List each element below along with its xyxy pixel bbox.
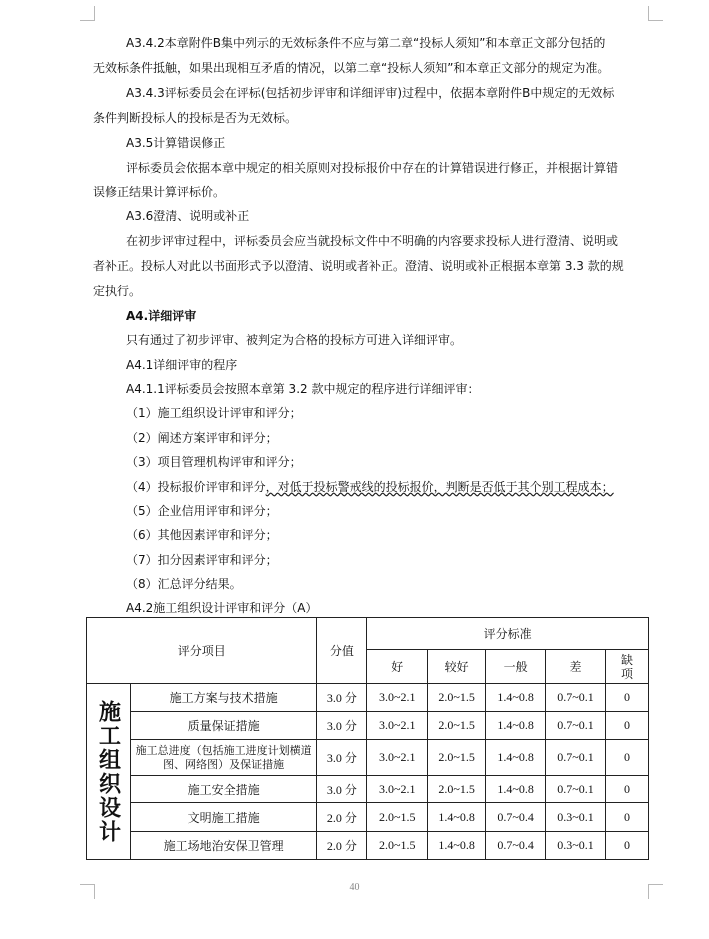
category-cell [87,684,131,860]
header-scoring-item: 评分项目 [87,618,317,684]
row-val-average: 1.4~0.8 [486,776,546,803]
table-row [87,776,649,803]
row-item: 施工方案与技术措施 [130,684,316,712]
list-item-4-text: （4）投标报价评审和评分 [126,480,266,494]
row-val-missing: 0 [605,740,648,776]
grade-missing: 缺项 [605,650,648,684]
list-item-2: （2）阐述方案评审和评分； [126,431,278,445]
row-val-fairly-good: 2.0~1.5 [428,684,486,712]
row-val-poor: 0.3~0.1 [546,803,606,832]
row-item: 文明施工措施 [130,803,316,832]
row-item: 质量保证措施 [130,712,316,740]
list-item-5: （5）企业信用评审和评分； [126,504,278,518]
grade-good: 好 [367,650,428,684]
row-score: 3.0 分 [317,740,367,776]
scoring-table [86,617,649,860]
heading-a41: A4.1详细评审的程序 [126,358,238,372]
heading-a36: A3.6澄清、说明或补正 [126,209,250,223]
crop-mark-top-right [648,6,663,21]
row-val-missing: 0 [605,776,648,803]
heading-a4: A4.详细评审 [126,309,197,323]
row-item: 施工安全措施 [130,776,316,803]
table-row [87,832,649,860]
list-item-4 [126,475,614,500]
paragraph-a343-line2: 条件判断投标人的投标是否为无效标。 [93,111,298,125]
row-score: 2.0 分 [317,803,367,832]
row-score: 3.0 分 [317,684,367,712]
list-item-6: （6）其他因素评审和评分； [126,528,278,542]
heading-a35: A3.5计算错误修正 [126,136,226,150]
paragraph-a343-line1: A3.4.3评标委员会在评标(包括初步评审和详细评审)过程中，依据本章附件B中规定的无效标 [126,86,615,100]
row-val-average: 1.4~0.8 [486,712,546,740]
list-item-8: （8）汇总评分结果。 [126,577,242,591]
row-val-poor: 0.3~0.1 [546,832,606,860]
row-score: 3.0 分 [317,776,367,803]
heading-a42: A4.2施工组织设计评审和评分（A） [126,601,318,615]
header-scoring-standard: 评分标准 [367,618,649,650]
row-val-good: 3.0~2.1 [367,740,428,776]
row-val-missing: 0 [605,803,648,832]
list-item-1: （1）施工组织设计评审和评分； [126,406,302,420]
row-val-average: 0.7~0.4 [486,803,546,832]
row-val-poor: 0.7~0.1 [546,684,606,712]
row-item: 施工总进度（包括施工进度计划横道图、网络图）及保证措施 [130,740,316,776]
row-val-average: 1.4~0.8 [486,740,546,776]
grade-fairly-good: 较好 [428,650,486,684]
row-val-good: 3.0~2.1 [367,712,428,740]
list-item-4-struck-text: ，对低于投标警戒线的投标报价，判断是否低于其个别工程成本； [265,480,614,494]
row-val-good: 2.0~1.5 [367,832,428,860]
table-row [87,684,649,712]
paragraph-a342-line2: 无效标条件抵触，如果出现相互矛盾的情况，以第二章“投标人须知”和本章正文部分的规定为准。 [93,61,610,75]
paragraph-a36-line1: 在初步评审过程中，评标委员会应当就投标文件中不明确的内容要求投标人进行澄清、说明或 [126,234,619,248]
row-val-good: 3.0~2.1 [367,684,428,712]
row-val-fairly-good: 2.0~1.5 [428,740,486,776]
row-val-fairly-good: 1.4~0.8 [428,832,486,860]
crop-mark-top-left [80,6,95,21]
paragraph-a342-line1: A3.4.2本章附件B集中列示的无效标条件不应与第二章“投标人须知”和本章正文部分包括的 [126,36,606,50]
table-row [87,712,649,740]
row-val-missing: 0 [605,684,648,712]
row-val-good: 2.0~1.5 [367,803,428,832]
row-val-fairly-good: 1.4~0.8 [428,803,486,832]
grade-average: 一般 [486,650,546,684]
table-header-row-1 [87,618,649,650]
row-val-poor: 0.7~0.1 [546,712,606,740]
table-row [87,803,649,832]
row-val-poor: 0.7~0.1 [546,740,606,776]
row-val-poor: 0.7~0.1 [546,776,606,803]
paragraph-a35-line2: 误修正结果计算评标价。 [93,185,226,199]
row-score: 2.0 分 [317,832,367,860]
paragraph-a36-line3: 定执行。 [93,284,142,298]
row-val-missing: 0 [605,712,648,740]
row-val-fairly-good: 2.0~1.5 [428,712,486,740]
row-val-good: 3.0~2.1 [367,776,428,803]
list-item-7: （7）扣分因素评审和评分； [126,553,278,567]
row-val-average: 1.4~0.8 [486,684,546,712]
row-score: 3.0 分 [317,712,367,740]
paragraph-a4-intro: 只有通过了初步评审、被判定为合格的投标方可进入详细评审。 [126,333,463,347]
header-score-value: 分值 [317,618,367,684]
table-row [87,740,649,776]
paragraph-a411: A4.1.1评标委员会按照本章第 3.2 款中规定的程序进行详细评审： [126,382,480,396]
grade-poor: 差 [546,650,606,684]
category-label: 施工组织设计 [95,699,122,844]
row-val-average: 0.7~0.4 [486,832,546,860]
row-val-fairly-good: 2.0~1.5 [428,776,486,803]
page-number: 40 [349,882,360,893]
list-item-3: （3）项目管理机构评审和评分； [126,455,302,469]
paragraph-a36-line2: 者补正。投标人对此以书面形式予以澄清、说明或者补正。澄清、说明或补正根据本章第 3.3 款的规 [93,259,624,273]
row-val-missing: 0 [605,832,648,860]
paragraph-a35-line1: 评标委员会依据本章中规定的相关原则对投标报价中存在的计算错误进行修正，并根据计算错 [126,161,619,175]
row-item: 施工场地治安保卫管理 [130,832,316,860]
